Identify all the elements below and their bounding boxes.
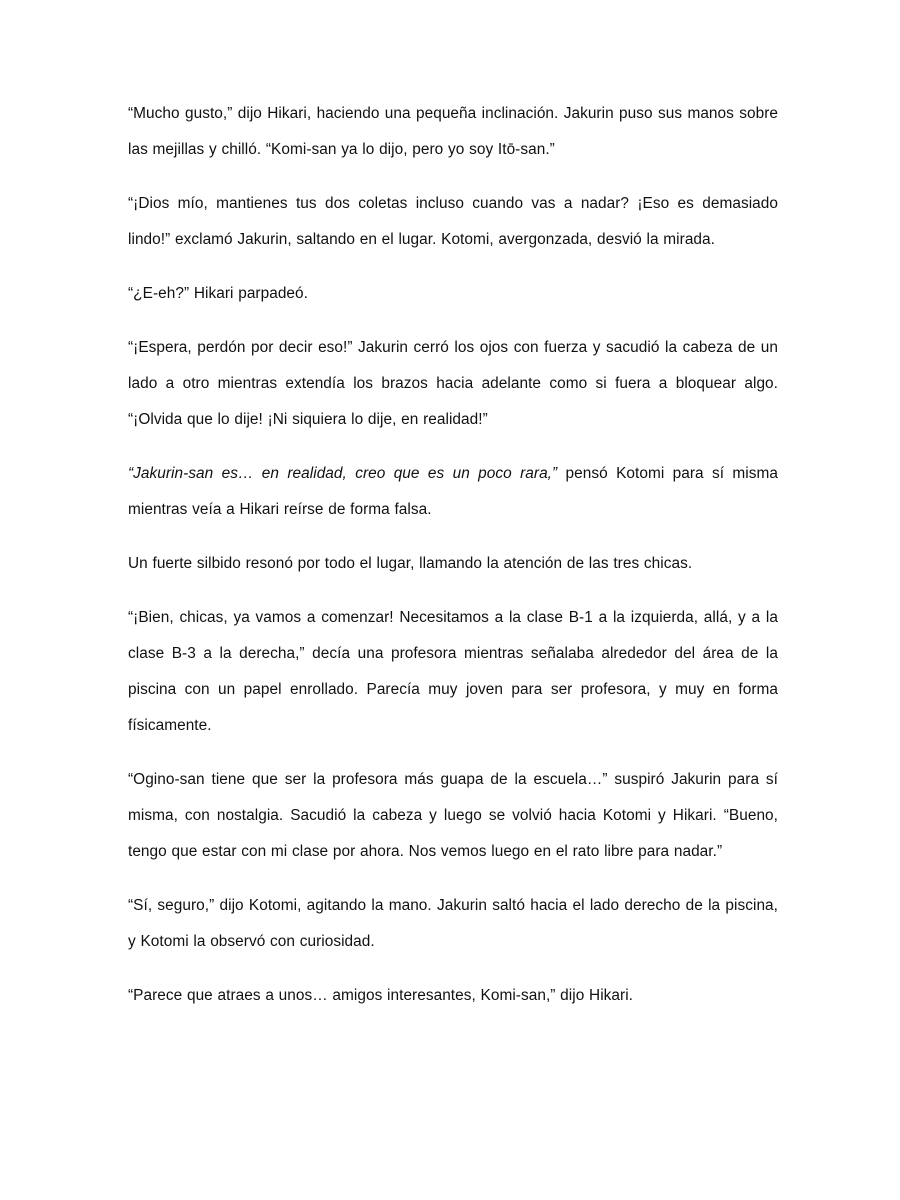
paragraph-3-text: “¿E-eh?” Hikari parpadeó.: [128, 285, 308, 302]
paragraph-5-thought: “Jakurin-san es… en realidad, creo que es un poco rara,”: [128, 465, 558, 482]
paragraph-10: [128, 978, 778, 1014]
paragraph-6-text: Un fuerte silbido resonó por todo el lugar, llamando la atención de las tres chicas.: [128, 555, 693, 572]
paragraph-5-text: pensó Kotomi para sí misma mientras veía a Hikari reírse de forma falsa.: [128, 465, 778, 518]
paragraph-1-text: “Mucho gusto,” dijo Hikari, haciendo una pequeña inclinación. Jakurin puso sus manos sobre las mejillas y chilló. “Komi-san ya lo dijo, pero yo soy Itō-san.”: [128, 105, 778, 158]
paragraph-7: [128, 600, 778, 744]
paragraph-9-text: “Sí, seguro,” dijo Kotomi, agitando la mano. Jakurin saltó hacia el lado derecho de la piscina, y Kotomi la observó con curiosidad.: [128, 897, 778, 950]
paragraph-7-text: “¡Bien, chicas, ya vamos a comenzar! Necesitamos a la clase B-1 a la izquierda, allá, y a la clase B-3 a la derecha,” decía una profesora mientras señalaba alrededor del área de la piscina con un papel enrollado. Parecía muy joven para ser profesora, y muy en forma físicamente.: [128, 609, 778, 734]
paragraph-8-text: “Ogino-san tiene que ser la profesora más guapa de la escuela…” suspiró Jakurin para sí misma, con nostalgia. Sacudió la cabeza y luego se volvió hacia Kotomi y Hikari. “Bueno, tengo que estar con mi clase por ahora. Nos vemos luego en el rato libre para nadar.”: [128, 771, 778, 860]
paragraph-6: [128, 546, 778, 582]
paragraph-5: [128, 456, 778, 528]
paragraph-4-text: “¡Espera, perdón por decir eso!” Jakurin cerró los ojos con fuerza y sacudió la cabeza de un lado a otro mientras extendía los brazos hacia adelante como si fuera a bloquear algo. “¡Olvida que lo dije! ¡Ni siquiera lo dije, en realidad!”: [128, 339, 778, 428]
paragraph-10-text: “Parece que atraes a unos… amigos interesantes, Komi-san,” dijo Hikari.: [128, 987, 634, 1004]
paragraph-2: [128, 186, 778, 258]
paragraph-8: [128, 762, 778, 870]
paragraph-2-text: “¡Dios mío, mantienes tus dos coletas incluso cuando vas a nadar? ¡Eso es demasiado lindo!” exclamó Jakurin, saltando en el lugar. Kotomi, avergonzada, desvió la mirada.: [128, 195, 778, 248]
body-text: [128, 96, 778, 1032]
paragraph-1: [128, 96, 778, 168]
paragraph-3: [128, 276, 778, 312]
paragraph-4: [128, 330, 778, 438]
paragraph-9: [128, 888, 778, 960]
